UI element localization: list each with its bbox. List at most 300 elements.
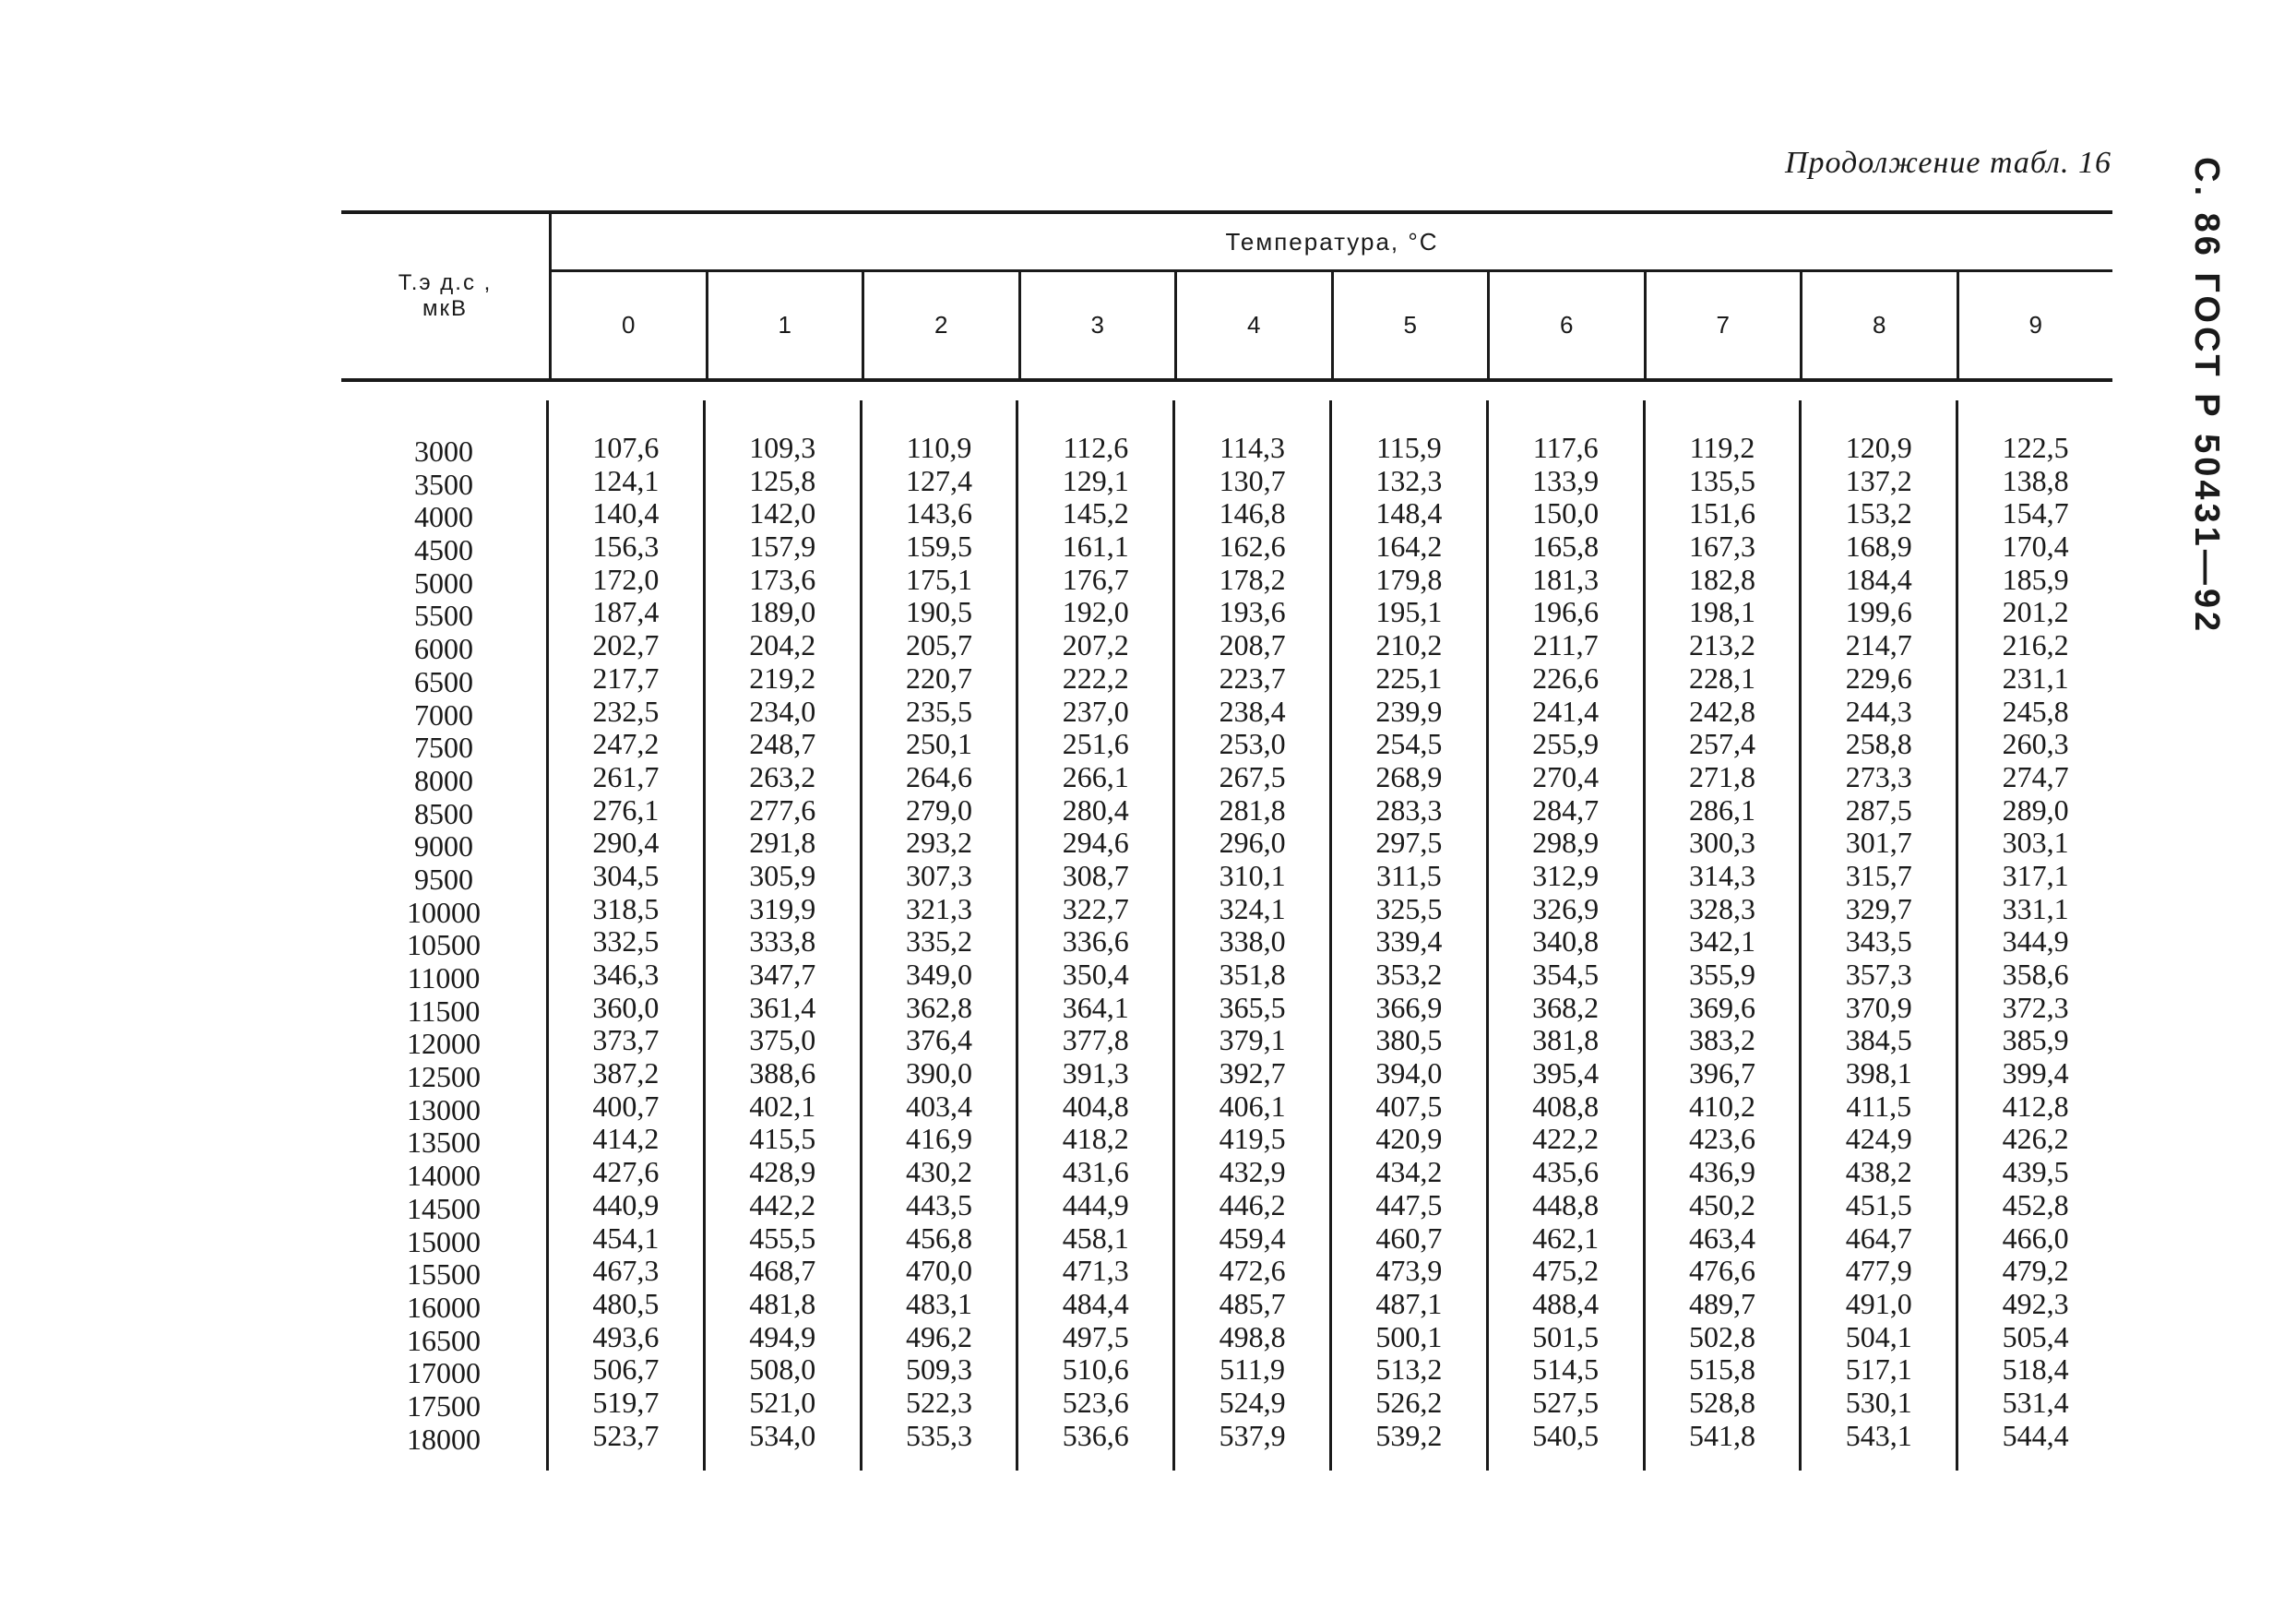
table-cell: 130,7 [1219, 463, 1286, 497]
table-cell: 176,7 [1062, 562, 1129, 596]
table-cell: 115,9 [1375, 431, 1442, 464]
table-cell: 404,8 [1062, 1089, 1129, 1123]
table-cell: 207,2 [1062, 628, 1129, 662]
table-cell: 175,1 [905, 562, 972, 596]
table-cell: 467,3 [592, 1254, 660, 1288]
table-cell: 279,0 [905, 792, 972, 827]
table-cell: 267,5 [1219, 759, 1286, 793]
table-cell: 403,4 [905, 1089, 972, 1123]
table-cell: 153,2 [1845, 496, 1912, 530]
table-cell: 501,5 [1532, 1319, 1600, 1353]
table-cell: 290,4 [592, 826, 660, 860]
table-cell: 390,0 [905, 1056, 972, 1090]
table-cell: 477,9 [1845, 1254, 1912, 1288]
table-cell: 181,3 [1532, 562, 1600, 596]
table-cell: 430,2 [905, 1155, 972, 1189]
table-cell: 434,2 [1375, 1155, 1443, 1189]
table-cell: 261,7 [592, 759, 660, 793]
table-cell: 222,2 [1062, 661, 1129, 695]
table-cell: 536,6 [1062, 1418, 1129, 1452]
table-cell: 379,1 [1219, 1023, 1286, 1057]
table-cell: 301,7 [1845, 826, 1912, 860]
table-cell: 353,2 [1375, 958, 1443, 991]
table-cell: 193,6 [1219, 595, 1286, 629]
table-cell: 435,6 [1532, 1155, 1600, 1189]
table-cell: 436,9 [1688, 1155, 1755, 1189]
table-cell: 372,3 [2002, 990, 2069, 1024]
table-cell: 146,8 [1219, 496, 1286, 530]
table-cell: 310,1 [1219, 858, 1286, 892]
table-cell: 446,2 [1219, 1187, 1286, 1221]
table-cell: 148,4 [1375, 496, 1443, 530]
table-cell: 481,8 [749, 1286, 816, 1320]
table-cell: 440,9 [592, 1187, 660, 1221]
data-column [1646, 400, 1802, 1471]
thermocouple-table [341, 210, 2112, 1471]
table-cell: 539,2 [1375, 1418, 1443, 1452]
table-cell: 266,1 [1062, 759, 1129, 793]
table-cell: 229,6 [1845, 661, 1912, 695]
table-cell: 443,5 [905, 1187, 972, 1221]
table-cell: 375,0 [749, 1023, 816, 1057]
table-cell: 264,6 [905, 759, 972, 793]
row-label: 11000 [407, 961, 481, 995]
table-cell: 360,0 [592, 990, 660, 1024]
table-cell: 247,2 [592, 727, 660, 761]
table-cell: 173,6 [749, 562, 816, 596]
table-cell: 199,6 [1845, 595, 1912, 629]
table-cell: 274,7 [2002, 759, 2069, 793]
table-cell: 432,9 [1219, 1155, 1286, 1189]
table-cell: 340,8 [1532, 924, 1600, 959]
column-header: 9 [2028, 311, 2042, 339]
table-cell: 154,7 [2002, 496, 2069, 530]
table-cell: 192,0 [1062, 595, 1129, 629]
table-body [341, 382, 2112, 1471]
table-cell: 472,6 [1219, 1254, 1286, 1288]
table-cell: 297,5 [1375, 826, 1443, 860]
table-cell: 120,9 [1845, 431, 1912, 464]
table-cell: 162,6 [1219, 530, 1286, 564]
table-cell: 338,0 [1219, 924, 1286, 959]
table-cell: 324,1 [1219, 891, 1286, 925]
table-cell: 500,1 [1375, 1319, 1443, 1353]
table-cell: 412,8 [2002, 1089, 2069, 1123]
table-cell: 226,6 [1532, 661, 1600, 695]
table-cell: 143,6 [905, 496, 972, 530]
table-cell: 289,0 [2002, 792, 2069, 827]
table-cell: 165,8 [1532, 530, 1600, 564]
table-cell: 138,8 [2002, 463, 2069, 497]
table-cell: 293,2 [905, 826, 972, 860]
table-cell: 450,2 [1688, 1187, 1755, 1221]
table-cell: 201,2 [2002, 595, 2069, 629]
column-header: 3 [1021, 272, 1178, 378]
table-cell: 454,1 [592, 1221, 660, 1255]
table-cell: 492,3 [2002, 1286, 2069, 1320]
table-cell: 509,3 [905, 1352, 972, 1387]
table-cell: 314,3 [1688, 858, 1755, 892]
row-label: 13500 [407, 1126, 481, 1160]
table-cell: 260,3 [2002, 727, 2069, 761]
stub-header-line2: мкВ [422, 296, 468, 321]
column-header: 2 [864, 272, 1021, 378]
row-label: 4500 [414, 533, 473, 567]
table-cell: 395,4 [1532, 1056, 1600, 1090]
table-cell: 369,6 [1688, 990, 1755, 1024]
table-cell: 127,4 [905, 463, 972, 497]
row-label: 16500 [407, 1323, 481, 1357]
column-header: 4 [1177, 272, 1334, 378]
table-cell: 480,5 [592, 1286, 660, 1320]
table-cell: 245,8 [2002, 694, 2069, 728]
table-cell: 335,2 [905, 924, 972, 959]
row-label: 10500 [407, 928, 481, 962]
row-label: 5000 [414, 566, 473, 600]
table-cell: 216,2 [2002, 628, 2069, 662]
table-cell: 336,6 [1062, 924, 1129, 959]
table-cell: 528,8 [1688, 1385, 1755, 1419]
table-cell: 251,6 [1062, 727, 1129, 761]
table-cell: 463,4 [1688, 1221, 1755, 1255]
row-label: 12000 [407, 1027, 481, 1061]
row-label: 14000 [407, 1159, 481, 1193]
table-cell: 458,1 [1062, 1221, 1129, 1255]
table-cell: 276,1 [592, 792, 660, 827]
column-header: 6 [1490, 272, 1647, 378]
table-cell: 109,3 [749, 431, 816, 464]
table-cell: 107,6 [592, 431, 660, 464]
table-cell: 468,7 [749, 1254, 816, 1288]
table-cell: 178,2 [1219, 562, 1286, 596]
table-cell: 408,8 [1532, 1089, 1600, 1123]
table-cell: 150,0 [1532, 496, 1600, 530]
table-cell: 237,0 [1062, 694, 1129, 728]
temperature-group-header: Температура, °С [552, 214, 2112, 272]
table-cell: 406,1 [1219, 1089, 1286, 1123]
table-cell: 540,5 [1532, 1418, 1600, 1452]
column-header: 1 [708, 272, 865, 378]
table-cell: 328,3 [1688, 891, 1755, 925]
table-cell: 255,9 [1532, 727, 1600, 761]
page-standard-header: С. 86 ГОСТ Р 50431—92 [2187, 157, 2226, 636]
table-cell: 510,6 [1062, 1352, 1129, 1387]
data-column [1802, 400, 1958, 1471]
table-cell: 190,5 [905, 595, 972, 629]
table-cell: 424,9 [1845, 1122, 1912, 1156]
row-label: 18000 [407, 1422, 481, 1456]
table-cell: 400,7 [592, 1089, 660, 1123]
table-cell: 268,9 [1375, 759, 1443, 793]
table-cell: 223,7 [1219, 661, 1286, 695]
column-header: 5 [1334, 272, 1491, 378]
table-cell: 535,3 [905, 1418, 972, 1452]
table-cell: 182,8 [1688, 562, 1755, 596]
table-cell: 287,5 [1845, 792, 1912, 827]
row-label: 3000 [414, 435, 473, 468]
data-column [706, 400, 862, 1471]
table-cell: 365,5 [1219, 990, 1286, 1024]
table-cell: 142,0 [749, 496, 816, 530]
table-cell: 277,6 [749, 792, 816, 827]
table-cell: 343,5 [1845, 924, 1912, 959]
table-cell: 368,2 [1532, 990, 1600, 1024]
table-cell: 242,8 [1688, 694, 1755, 728]
table-cell: 541,8 [1688, 1418, 1755, 1452]
table-cell: 263,2 [749, 759, 816, 793]
table-cell: 504,1 [1845, 1319, 1912, 1353]
table-cell: 211,7 [1532, 628, 1599, 662]
data-column [549, 400, 706, 1471]
table-cell: 208,7 [1219, 628, 1286, 662]
table-cell: 342,1 [1688, 924, 1755, 959]
table-cell: 170,4 [2002, 530, 2069, 564]
row-label: 12500 [407, 1060, 481, 1094]
table-cell: 355,9 [1688, 958, 1755, 991]
table-cell: 112,6 [1063, 431, 1129, 464]
table-cell: 132,3 [1375, 463, 1443, 497]
data-column [1018, 400, 1175, 1471]
table-cell: 129,1 [1062, 463, 1129, 497]
table-cell: 291,8 [749, 826, 816, 860]
table-cell: 398,1 [1845, 1056, 1912, 1090]
table-cell: 419,5 [1219, 1122, 1286, 1156]
column-header: 8 [1802, 272, 1959, 378]
table-continuation-label: Продолжение табл. 16 [1784, 146, 2112, 180]
table-cell: 164,2 [1375, 530, 1443, 564]
table-cell: 523,7 [592, 1418, 660, 1452]
row-label: 13000 [407, 1092, 481, 1126]
table-cell: 531,4 [2002, 1385, 2069, 1419]
table-cell: 110,9 [906, 431, 972, 464]
table-cell: 305,9 [749, 858, 816, 892]
table-cell: 428,9 [749, 1155, 816, 1189]
table-cell: 508,0 [749, 1352, 816, 1387]
row-label: 9000 [414, 829, 473, 864]
data-column [1489, 400, 1646, 1471]
table-cell: 366,9 [1375, 990, 1443, 1024]
table-cell: 114,3 [1219, 431, 1285, 464]
table-cell: 319,9 [749, 891, 816, 925]
table-cell: 523,6 [1062, 1385, 1129, 1419]
table-cell: 530,1 [1845, 1385, 1912, 1419]
table-cell: 496,2 [905, 1319, 972, 1353]
table-cell: 157,9 [749, 530, 816, 564]
table-cell: 298,9 [1532, 826, 1600, 860]
table-cell: 521,0 [749, 1385, 816, 1419]
table-cell: 326,9 [1532, 891, 1600, 925]
table-cell: 544,4 [2002, 1418, 2069, 1452]
table-cell: 185,9 [2002, 562, 2069, 596]
row-label: 3500 [414, 467, 473, 501]
table-cell: 438,2 [1845, 1155, 1912, 1189]
table-cell: 439,5 [2002, 1155, 2069, 1189]
table-cell: 484,4 [1062, 1286, 1129, 1320]
table-cell: 151,6 [1688, 496, 1755, 530]
table-cell: 361,4 [749, 990, 816, 1024]
table-cell: 318,5 [592, 891, 660, 925]
table-cell: 238,4 [1219, 694, 1286, 728]
table-cell: 270,4 [1532, 759, 1600, 793]
table-cell: 383,2 [1688, 1023, 1755, 1057]
table-cell: 205,7 [905, 628, 972, 662]
row-label: 16000 [407, 1290, 481, 1324]
table-cell: 325,5 [1375, 891, 1443, 925]
table-cell: 455,5 [749, 1221, 816, 1255]
table-cell: 283,3 [1375, 792, 1443, 827]
table-cell: 187,4 [592, 595, 660, 629]
table-cell: 396,7 [1688, 1056, 1755, 1090]
row-label: 4000 [414, 500, 473, 534]
table-cell: 300,3 [1688, 826, 1755, 860]
table-cell: 459,4 [1219, 1221, 1286, 1255]
table-cell: 497,5 [1062, 1319, 1129, 1353]
table-cell: 502,8 [1688, 1319, 1755, 1353]
table-cell: 456,8 [905, 1221, 972, 1255]
table-header [341, 210, 2112, 382]
table-cell: 444,9 [1062, 1187, 1129, 1221]
table-cell: 253,0 [1219, 727, 1286, 761]
table-cell: 331,1 [2002, 891, 2069, 925]
table-cell: 239,9 [1375, 694, 1443, 728]
table-cell: 281,8 [1219, 792, 1286, 827]
table-cell: 135,5 [1688, 463, 1755, 497]
table-cell: 388,6 [749, 1056, 816, 1090]
table-cell: 452,8 [2002, 1187, 2069, 1221]
table-cell: 473,9 [1375, 1254, 1443, 1288]
table-cell: 117,6 [1532, 431, 1599, 464]
table-cell: 167,3 [1688, 530, 1755, 564]
table-cell: 471,3 [1062, 1254, 1129, 1288]
table-cell: 488,4 [1532, 1286, 1600, 1320]
table-cell: 384,5 [1845, 1023, 1912, 1057]
table-cell: 519,7 [592, 1385, 660, 1419]
table-cell: 271,8 [1688, 759, 1755, 793]
table-cell: 537,9 [1219, 1418, 1286, 1452]
table-cell: 159,5 [905, 530, 972, 564]
table-cell: 244,3 [1845, 694, 1912, 728]
table-cell: 423,6 [1688, 1122, 1755, 1156]
table-cell: 422,2 [1532, 1122, 1600, 1156]
table-cell: 219,2 [749, 661, 816, 695]
table-cell: 522,3 [905, 1385, 972, 1419]
table-cell: 380,5 [1375, 1023, 1443, 1057]
table-cell: 518,4 [2002, 1352, 2069, 1387]
table-cell: 161,1 [1062, 530, 1129, 564]
table-cell: 304,5 [592, 858, 660, 892]
data-columns [549, 400, 2112, 1471]
table-cell: 373,7 [592, 1023, 660, 1057]
table-cell: 195,1 [1375, 595, 1443, 629]
table-cell: 225,1 [1375, 661, 1443, 695]
table-cell: 231,1 [2002, 661, 2069, 695]
table-cell: 394,0 [1375, 1056, 1443, 1090]
table-cell: 286,1 [1688, 792, 1755, 827]
table-cell: 254,5 [1375, 727, 1443, 761]
table-cell: 122,5 [2002, 431, 2069, 464]
table-cell: 346,3 [592, 958, 660, 991]
table-cell: 524,9 [1219, 1385, 1286, 1419]
data-column [1332, 400, 1489, 1471]
table-cell: 317,1 [2002, 858, 2069, 892]
table-cell: 312,9 [1532, 858, 1600, 892]
table-cell: 156,3 [592, 530, 660, 564]
table-cell: 475,2 [1532, 1254, 1600, 1288]
table-cell: 534,0 [749, 1418, 816, 1452]
table-cell: 350,4 [1062, 958, 1129, 991]
table-cell: 442,2 [749, 1187, 816, 1221]
table-cell: 489,7 [1688, 1286, 1755, 1320]
table-cell: 250,1 [905, 727, 972, 761]
table-cell: 241,4 [1532, 694, 1600, 728]
table-cell: 431,6 [1062, 1155, 1129, 1189]
row-label: 8000 [414, 763, 473, 797]
table-cell: 184,4 [1845, 562, 1912, 596]
table-cell: 487,1 [1375, 1286, 1443, 1320]
table-cell: 307,3 [905, 858, 972, 892]
table-cell: 464,7 [1845, 1221, 1912, 1255]
table-cell: 385,9 [2002, 1023, 2069, 1057]
table-cell: 347,7 [749, 958, 816, 991]
table-cell: 387,2 [592, 1056, 660, 1090]
table-cell: 351,8 [1219, 958, 1286, 991]
table-cell: 470,0 [905, 1254, 972, 1288]
row-label: 10000 [407, 895, 481, 929]
table-cell: 210,2 [1375, 628, 1443, 662]
table-cell: 280,4 [1062, 792, 1129, 827]
table-cell: 515,8 [1688, 1352, 1755, 1387]
row-label: 11500 [407, 994, 481, 1028]
table-cell: 370,9 [1845, 990, 1912, 1024]
table-cell: 427,6 [592, 1155, 660, 1189]
table-cell: 381,8 [1532, 1023, 1600, 1057]
row-label: 15500 [407, 1257, 481, 1292]
table-cell: 303,1 [2002, 826, 2069, 860]
table-cell: 392,7 [1219, 1056, 1286, 1090]
table-cell: 514,5 [1532, 1352, 1600, 1387]
column-headers [552, 272, 2112, 378]
table-cell: 204,2 [749, 628, 816, 662]
table-cell: 357,3 [1845, 958, 1912, 991]
table-cell: 420,9 [1375, 1122, 1443, 1156]
table-cell: 448,8 [1532, 1187, 1600, 1221]
table-cell: 513,2 [1375, 1352, 1443, 1387]
table-cell: 498,8 [1219, 1319, 1286, 1353]
table-cell: 344,9 [2002, 924, 2069, 959]
table-cell: 333,8 [749, 924, 816, 959]
table-cell: 460,7 [1375, 1221, 1443, 1255]
row-label: 5500 [414, 599, 473, 633]
table-cell: 198,1 [1688, 595, 1755, 629]
table-cell: 124,1 [592, 463, 660, 497]
table-cell: 358,6 [2002, 958, 2069, 991]
table-cell: 511,9 [1219, 1352, 1285, 1387]
table-cell: 402,1 [749, 1089, 816, 1123]
data-column [1958, 400, 2112, 1471]
table-cell: 234,0 [749, 694, 816, 728]
table-cell: 416,9 [905, 1122, 972, 1156]
table-cell: 447,5 [1375, 1187, 1443, 1221]
table-cell: 258,8 [1845, 727, 1912, 761]
table-cell: 311,5 [1375, 858, 1442, 892]
table-cell: 517,1 [1845, 1352, 1912, 1387]
table-cell: 411,5 [1846, 1089, 1912, 1123]
table-cell: 214,7 [1845, 628, 1912, 662]
row-label: 8500 [414, 796, 473, 830]
table-cell: 329,7 [1845, 891, 1912, 925]
table-cell: 235,5 [905, 694, 972, 728]
row-label: 6500 [414, 664, 473, 698]
